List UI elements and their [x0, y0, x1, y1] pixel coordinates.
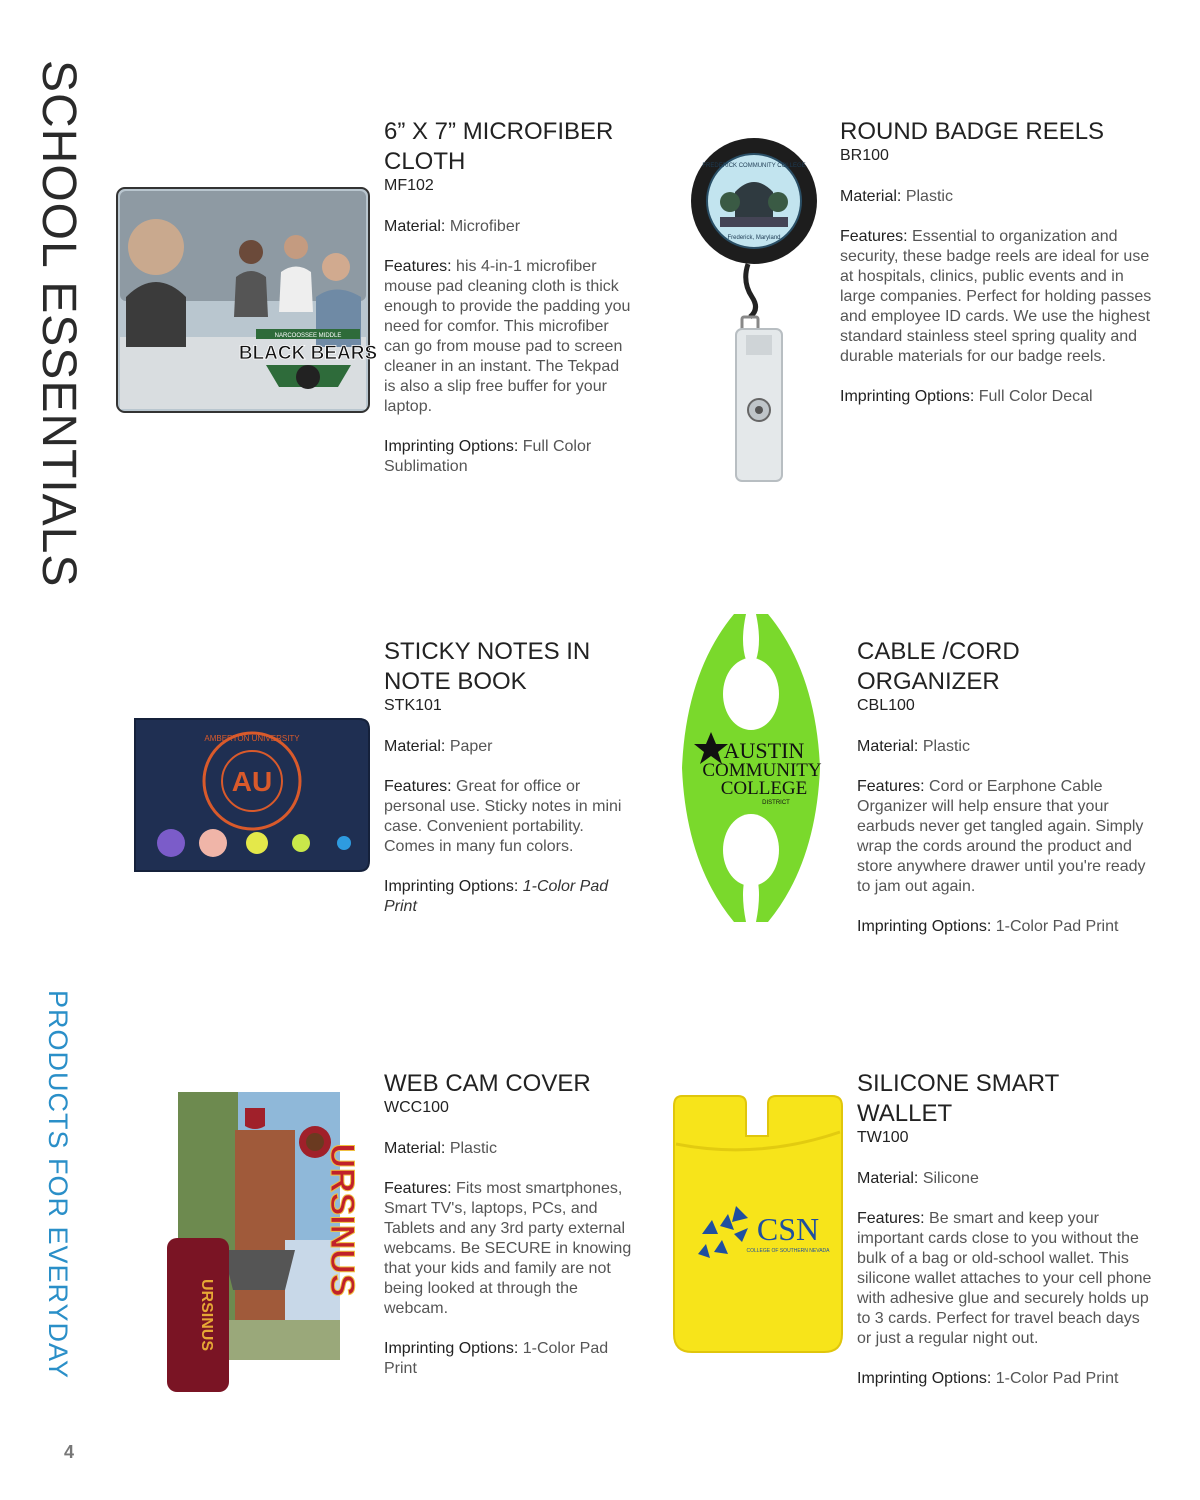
product-imprint: Imprinting Options: 1-Color Pad Print [857, 1370, 1119, 1387]
product-imprint: Imprinting Options: Full Color Decal [840, 388, 1093, 405]
notes-logo-name: AMBERTON UNIVERSITY [204, 734, 300, 743]
product-sku: MF102 [384, 177, 434, 194]
product-webcam-cover [384, 1069, 634, 1399]
product-material: Material: Plastic [857, 738, 970, 755]
product-features: Features: Cord or Earphone Cable Organizer will help ensure that your earbuds never get tangled again. Simply wrap the cords around the product and store anywhere drawer until you're ready to jam out again. [857, 778, 1146, 895]
cloth-logo-main: BLACK BEARS [238, 343, 378, 364]
product-sku: STK101 [384, 697, 442, 714]
product-imprint: Imprinting Options: 1-Color Pad Print [384, 1340, 609, 1377]
product-features: Features: his 4-in-1 microfiber mouse pad cleaning cloth is thick enough to provide the padding you need for comfor. This microfiber can go from mouse pad to screen cleaner in an instant. The Tekpad is also a slip free buffer for your laptop. [384, 258, 631, 415]
product-sticky-notes [384, 637, 634, 937]
product-material: Material: Microfiber [384, 218, 521, 235]
reel-logo-top: FREDERICK COMMUNITY COLLEGE [702, 163, 806, 169]
organizer-logo-2: COMMUNITY [702, 760, 822, 781]
product-title: SILICONE SMART WALLET [857, 1070, 1059, 1127]
product-title: WEB CAM COVER [384, 1070, 591, 1097]
webcam-cover-image [165, 1090, 361, 1400]
product-material: Material: Plastic [840, 188, 953, 205]
product-sku: BR100 [840, 147, 889, 164]
product-material: Material: Silicone [857, 1170, 979, 1187]
product-features: Features: Fits most smartphones, Smart TV's, laptops, PCs, and Tablets and any 3rd party external webcams. Be SECURE in knowing that your kids and family are not being looked at through the webcam. [384, 1180, 632, 1317]
product-material: Material: Paper [384, 738, 493, 755]
product-imprint: Imprinting Options: 1-Color Pad Print [857, 918, 1119, 935]
webcam-backdrop-logo: URSINUS [323, 1143, 361, 1297]
product-imprint: Imprinting Options: Full Color Sublimation [384, 438, 592, 475]
product-sku: WCC100 [384, 1099, 449, 1116]
product-features: Features: Be smart and keep your important cards close to you without the bulk of a bag or old-school wallet. This silicone wallet attaches to your cell phone with adhesive glue and securely holds up to 3 cards. Perfect for travel beach days or just a regular night out. [857, 1210, 1152, 1347]
reel-logo-bottom: Frederick, Maryland [727, 235, 781, 241]
webcam-cover-logo: URSINUS [198, 1278, 215, 1352]
product-badge-reels [840, 117, 1152, 427]
product-features: Features: Great for office or personal use. Sticky notes in mini case. Convenient portability. Comes in many fun colors. [384, 778, 622, 855]
product-sku: TW100 [857, 1129, 909, 1146]
product-imprint: Imprinting Options: 1-Color Pad Print [384, 878, 609, 915]
page-number: 4 [64, 1442, 75, 1462]
organizer-logo-3: COLLEGE [720, 778, 808, 799]
section-subtitle: PRODUCTS FOR EVERYDAY [43, 990, 73, 1380]
cloth-logo-top: NARCOOSSEE MIDDLE [274, 333, 342, 339]
product-title: 6” X 7” MICROFIBER CLOTH [384, 118, 614, 175]
product-title: STICKY NOTES IN NOTE BOOK [384, 638, 591, 695]
product-cable-organizer [857, 637, 1153, 957]
microfiber-cloth-image [116, 187, 378, 418]
notes-logo-letters: AU [231, 766, 273, 797]
product-silicone-wallet [857, 1069, 1153, 1409]
product-title: CABLE /CORD ORGANIZER [857, 638, 1020, 695]
product-features: Features: Essential to organization and security, these badge reels are ideal for use at hospitals, clinics, public events and in large companies. Perfect for holding passes and employee ID cards. We use the highest standard stainless steel spring quality and durable materials for our badge reels. [840, 228, 1152, 365]
cable-organizer-image [676, 612, 826, 929]
organizer-logo-4: DISTRICT [762, 800, 790, 806]
silicone-wallet-image [672, 1094, 844, 1361]
badge-reel-image [690, 137, 820, 488]
wallet-logo-main: CSN [756, 1211, 820, 1247]
product-microfiber-cloth [384, 117, 634, 497]
sticky-notes-image [133, 717, 371, 878]
wallet-logo-sub: COLLEGE OF SOUTHERN NEVADA [746, 1248, 830, 1254]
organizer-logo-1: AUSTIN [723, 738, 805, 763]
section-title: SCHOOL ESSENTIALS [32, 60, 85, 588]
product-sku: CBL100 [857, 697, 915, 714]
product-material: Material: Plastic [384, 1140, 497, 1157]
product-title: ROUND BADGE REELS [840, 118, 1105, 145]
